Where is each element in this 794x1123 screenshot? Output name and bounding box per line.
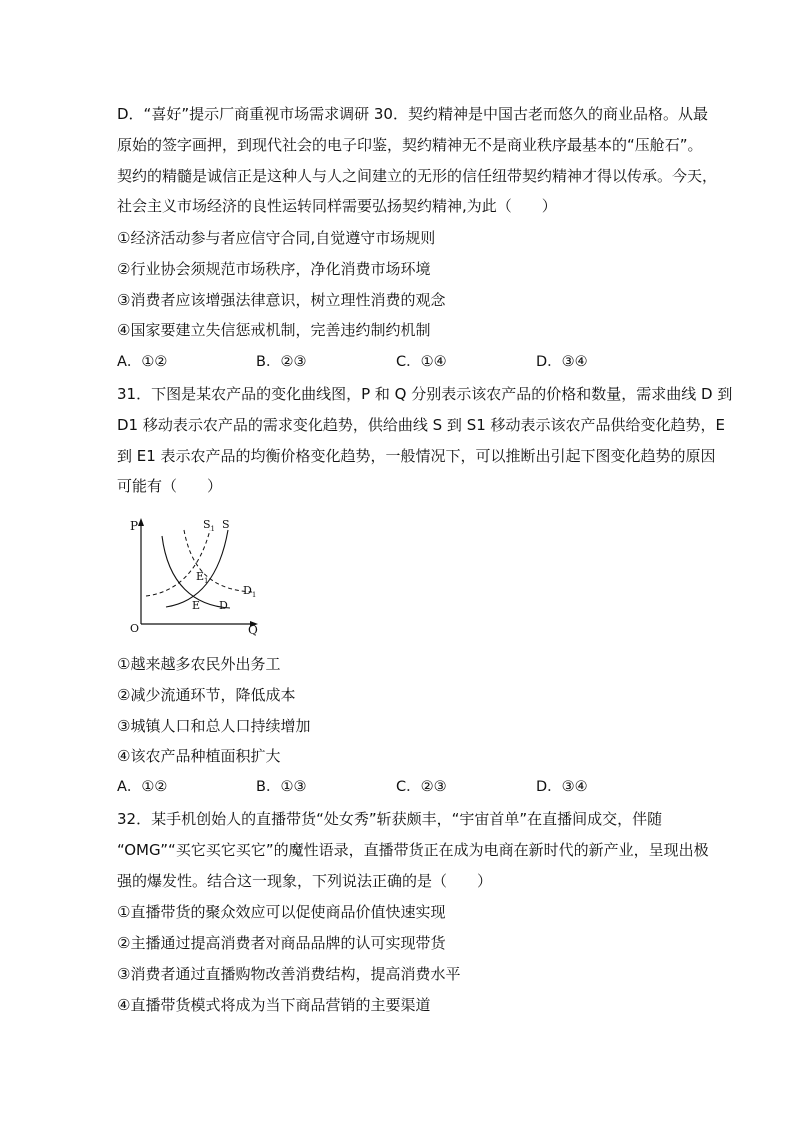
- q30-stem-line: 契约的精髓是诚信正是这种人与人之间建立的无形的信任纽带契约精神才得以传承。今天，: [117, 167, 718, 185]
- q30-option-b: B．②③: [256, 354, 307, 370]
- q31-option-c: C．②③: [396, 779, 447, 795]
- s-label: S: [222, 518, 230, 531]
- q30-statement-4: ④国家要建立失信惩戒机制，完善违约制约机制: [117, 321, 431, 339]
- q31-option-a: A．①②: [117, 779, 168, 795]
- q31-statement-4: ④该农产品种植面积扩大: [117, 747, 281, 765]
- q32-statement-1: ①直播带货的聚众效应可以促使商品价值快速实现: [117, 903, 446, 921]
- q31-option-b: B．①③: [256, 779, 307, 795]
- q31-stem-line: D1 移动表示农产品的需求变化趋势，供给曲线 S 到 S1 移动表示该农产品供给变化趋势，E: [117, 416, 726, 434]
- q31-statement-3: ③城镇人口和总人口持续增加: [117, 717, 311, 735]
- p-axis-arrow: [138, 518, 144, 526]
- demand-curve-d1: [184, 530, 252, 592]
- q32-statement-4: ④直播带货模式将成为当下商品营销的主要渠道: [117, 996, 431, 1014]
- q30-stem-line: 原始的签字画押，到现代社会的电子印鉴，契约精神无不是商业秩序最基本的“压舱石”。: [117, 136, 703, 154]
- q30-stem-line: 社会主义市场经济的良性运转同样需要弘扬契约精神,为此（ ）: [117, 197, 557, 215]
- q30-statement-3: ③消费者应该增强法律意识，树立理性消费的观念: [117, 291, 446, 309]
- q32-stem-line: “OMG”“买它买它买它”的魔性语录，直播带货正在成为电商在新时代的新产业，呈现出极: [117, 841, 709, 859]
- e1-label: $E_1$: [196, 570, 209, 585]
- supply-curve-s: [166, 530, 228, 607]
- q30-statement-2: ②行业协会须规范市场秩序，净化消费市场环境: [117, 260, 431, 278]
- q30-option-a: A．①②: [117, 354, 168, 370]
- q31-stem-line: 到 E1 表示农产品的均衡价格变化趋势，一般情况下，可以推断出引起下图变化趋势的原因: [117, 447, 716, 465]
- e-label: E: [192, 599, 201, 612]
- q32-statement-3: ③消费者通过直播购物改善消费结构，提高消费水平: [117, 965, 461, 983]
- q31-statement-2: ②减少流通环节，降低成本: [117, 686, 296, 704]
- q30-statement-1: ①经济活动参与者应信守合同,自觉遵守市场规则: [117, 229, 436, 247]
- supply-curve-s1: [146, 530, 210, 596]
- q30-option-d: D．③④: [536, 354, 588, 370]
- q-axis-label: Q: [248, 623, 258, 636]
- q32-statement-2: ②主播通过提高消费者对商品品牌的认可实现带货: [117, 934, 446, 952]
- q31-option-d: D．③④: [536, 779, 588, 795]
- q31-statement-1: ①越来越多农民外出务工: [117, 655, 281, 673]
- q31-stem-line: 31．下图是某农产品的变化曲线图，P 和 Q 分别表示该农产品的价格和数量，需求曲线 D 到: [117, 385, 733, 403]
- q32-stem-line: 强的爆发性。结合这一现象，下列说法正确的是（ ）: [117, 872, 493, 890]
- q32-stem-line: 32．某手机创始人的直播带货“处女秀”斩获颇丰，“宇宙首单”在直播间成交，伴随: [117, 810, 663, 828]
- supply-demand-graph: [124, 514, 274, 636]
- d1-label: $D_1$: [243, 584, 257, 599]
- d-label: D: [219, 599, 228, 612]
- p-axis-label: P: [130, 519, 139, 533]
- q31-stem-line: 可能有（ ）: [117, 477, 223, 495]
- origin-label: O: [130, 622, 140, 635]
- s1-label: $S_1$: [203, 518, 216, 533]
- q30-option-c: C．①④: [396, 354, 447, 370]
- q30-stem-line: D．“喜好”提示厂商重视市场需求调研 30．契约精神是中国古老而悠久的商业品格。从最: [117, 105, 708, 123]
